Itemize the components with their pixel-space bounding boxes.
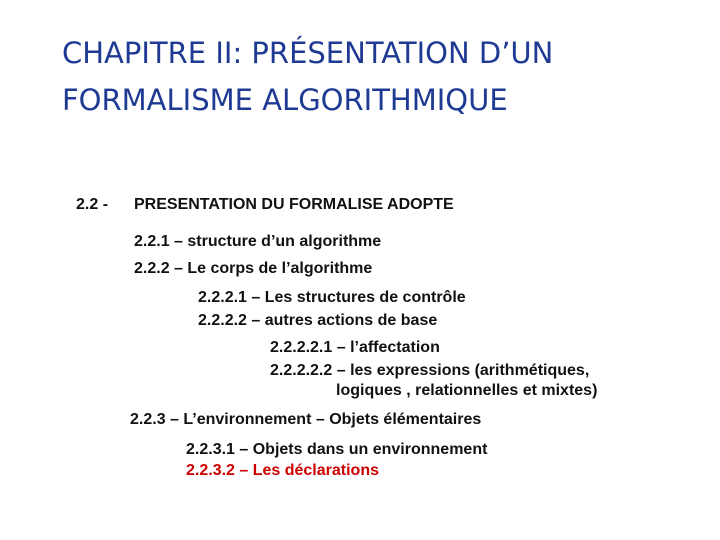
section-number: 2.2 - — [76, 196, 109, 213]
title-line-2: FORMALISME ALGORITHMIQUE — [62, 83, 508, 117]
outline-item-2-2-2: 2.2.2 – Le corps de l’algorithme — [134, 260, 373, 277]
outline-item-2-2-3-2-highlighted: 2.2.3.2 – Les déclarations — [186, 462, 379, 479]
outline-item-2-2-3-1: 2.2.3.1 – Objets dans un environnement — [186, 441, 488, 458]
outline-item-2-2-2-2-1: 2.2.2.2.1 – l’affectation — [270, 339, 440, 356]
outline-item-2-2-2-1: 2.2.2.1 – Les structures de contrôle — [198, 289, 466, 306]
section-heading: PRESENTATION DU FORMALISE ADOPTE — [134, 196, 454, 213]
slide-title — [62, 30, 702, 124]
outline-item-2-2-2-2-2-continuation: logiques , relationnelles et mixtes) — [336, 382, 598, 399]
outline-item-2-2-2-2: 2.2.2.2 – autres actions de base — [198, 312, 438, 329]
outline-item-2-2-3: 2.2.3 – L’environnement – Objets élémentaires — [130, 411, 482, 428]
title-line-1: CHAPITRE II: PRÉSENTATION D’UN — [62, 36, 554, 70]
outline-item-2-2-1: 2.2.1 – structure d’un algorithme — [134, 233, 382, 250]
outline-item-2-2-2-2-2: 2.2.2.2.2 – les expressions (arithmétiques, — [270, 362, 590, 379]
